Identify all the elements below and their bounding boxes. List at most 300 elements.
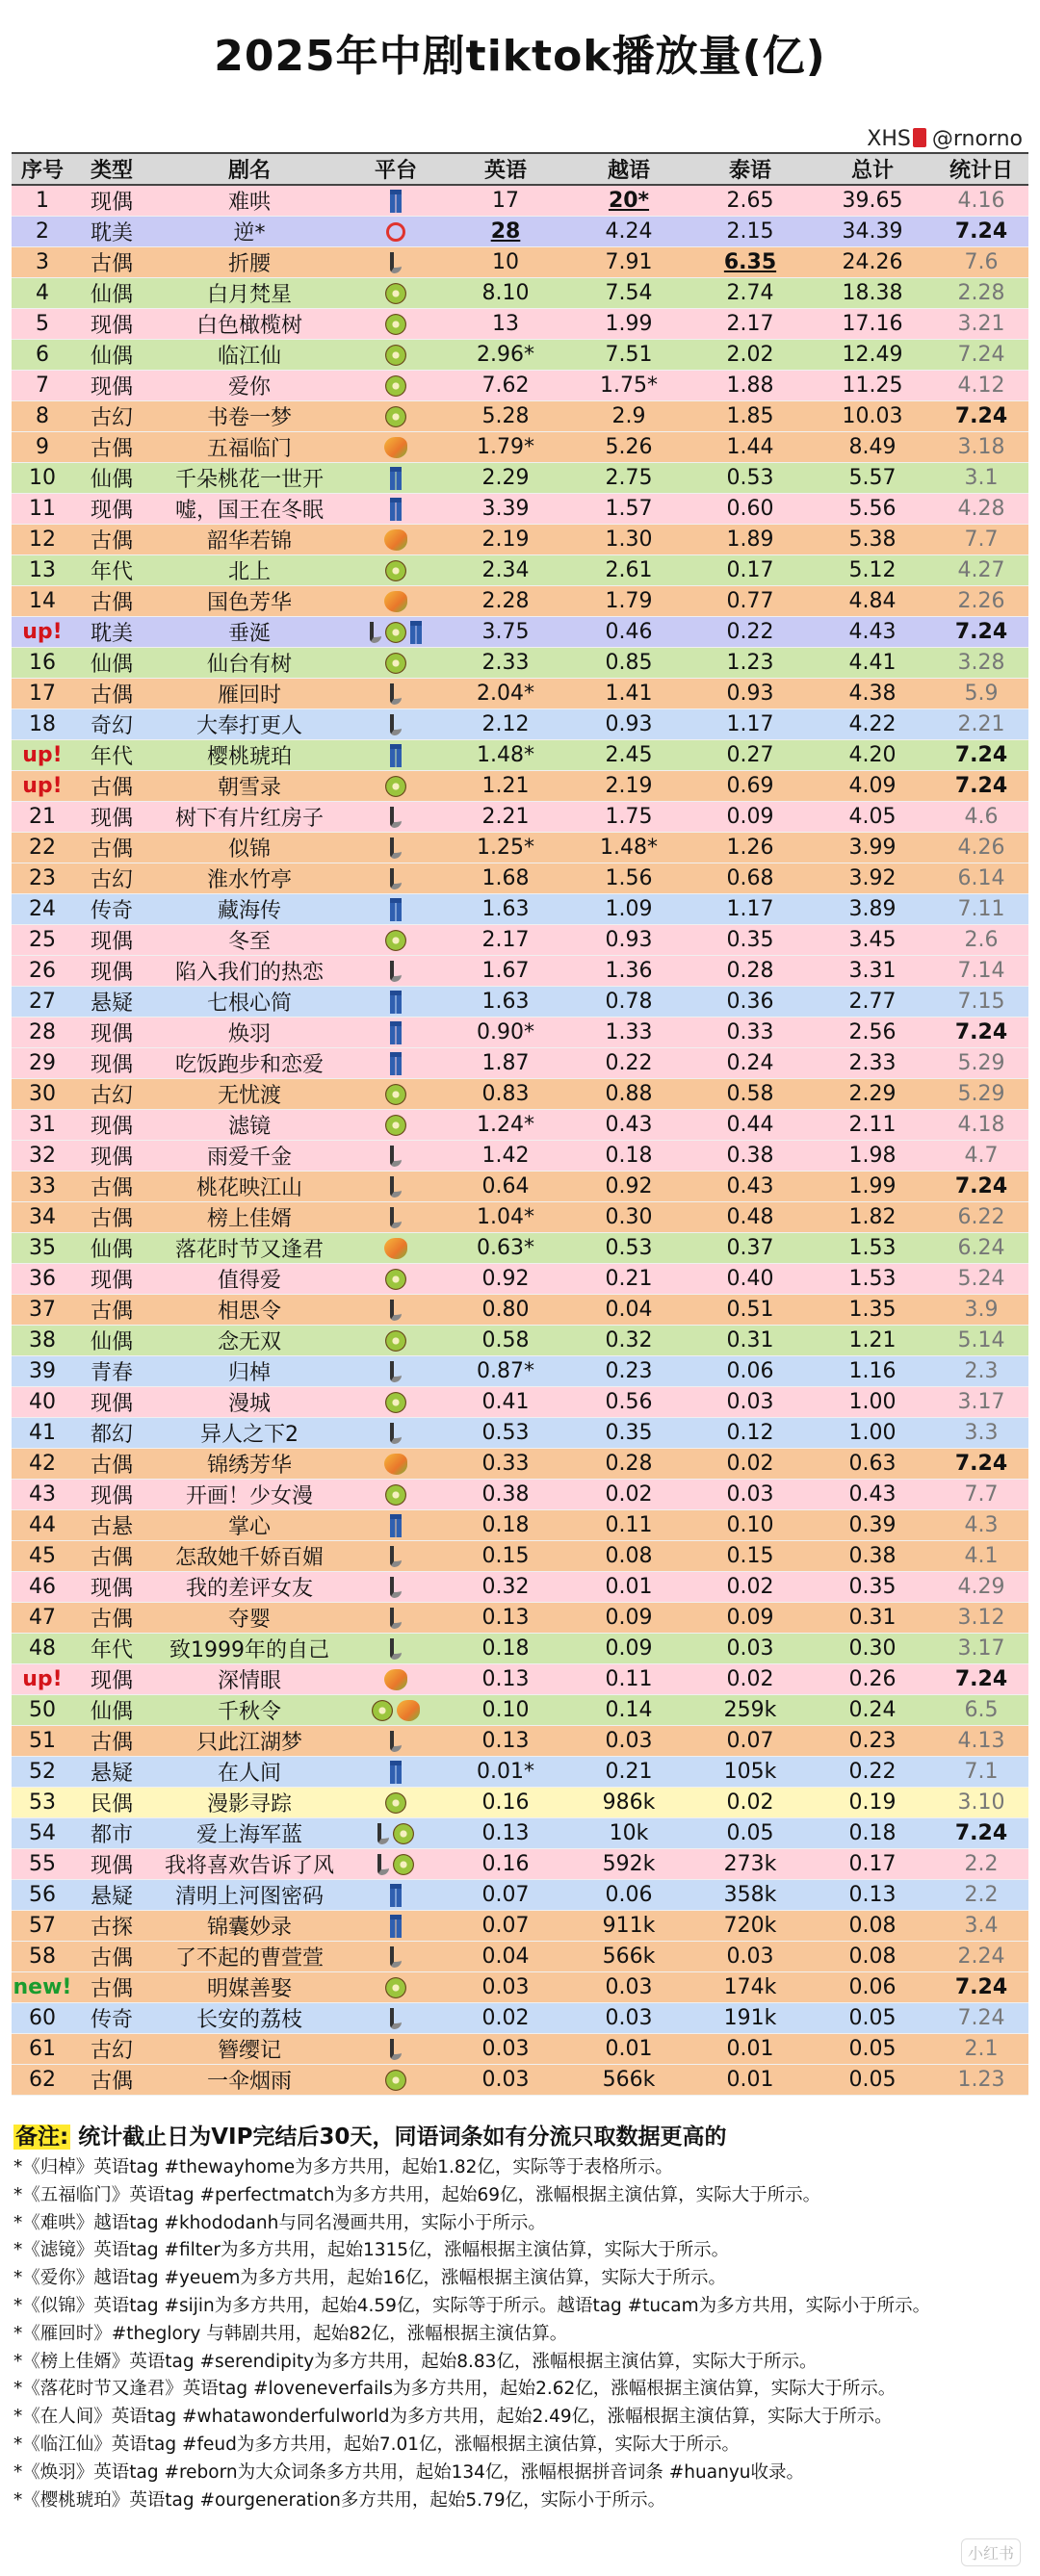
rank-cell: 53 (12, 1788, 73, 1818)
genre-cell: 现偶 (73, 1141, 150, 1172)
rank-cell: 17 (12, 679, 73, 709)
english-views-cell: 0.02 (443, 2003, 568, 2034)
english-views-cell: 0.53 (443, 1418, 568, 1449)
vietnamese-views-cell: 0.01 (568, 1572, 689, 1603)
english-views-cell: 0.90* (443, 1018, 568, 1048)
total-views-cell: 0.06 (811, 1972, 934, 2003)
drama-title-cell: 漫影寻踪 (150, 1788, 349, 1818)
notes (13, 2122, 1027, 2514)
genre-cell: 古偶 (73, 1295, 150, 1326)
english-views-cell: 0.13 (443, 1603, 568, 1634)
tiktok-icon (390, 1361, 402, 1382)
genre-cell: 古幻 (73, 2034, 150, 2065)
tiktok-icon (390, 1608, 402, 1629)
genre-cell: 现偶 (73, 185, 150, 217)
mango-icon (384, 591, 407, 612)
genre-cell: 现偶 (73, 371, 150, 401)
platform-cell (349, 894, 443, 925)
note-line: *《雁回时》#theglory 与韩剧共用，起始82亿，涨幅根据主演估算。 (13, 2323, 568, 2344)
thai-views-cell: 0.12 (689, 1418, 811, 1449)
drama-title-cell: 落花时节又逢君 (150, 1233, 349, 1264)
platform-cell (349, 2065, 443, 2096)
drama-title-cell: 只此江湖梦 (150, 1726, 349, 1757)
vietnamese-views-cell: 0.85 (568, 648, 689, 679)
thai-views-cell: 2.65 (689, 185, 811, 217)
kiwi-icon (385, 622, 406, 643)
kiwi-icon (385, 283, 406, 304)
thai-views-cell: 259k (689, 1695, 811, 1726)
thai-views-cell: 0.68 (689, 863, 811, 894)
table-row (12, 401, 1028, 432)
thai-views-cell: 0.07 (689, 1726, 811, 1757)
vietnamese-views-cell: 0.14 (568, 1695, 689, 1726)
english-views-cell: 1.63 (443, 894, 568, 925)
total-views-cell: 4.20 (811, 740, 934, 771)
genre-cell: 现偶 (73, 1480, 150, 1510)
stat-date-cell: 3.3 (934, 1418, 1028, 1449)
rank-cell: 13 (12, 555, 73, 586)
genre-cell: 古偶 (73, 1449, 150, 1480)
english-views-cell: 1.24* (443, 1110, 568, 1141)
genre-cell: 悬疑 (73, 1757, 150, 1788)
stat-date-cell: 4.18 (934, 1110, 1028, 1141)
thai-views-cell: 0.01 (689, 2065, 811, 2096)
stat-date-cell: 7.6 (934, 247, 1028, 278)
kiwi-icon (385, 1084, 406, 1105)
stat-date-cell: 3.10 (934, 1788, 1028, 1818)
vietnamese-views-cell: 0.78 (568, 987, 689, 1018)
drama-title-cell: 漫城 (150, 1387, 349, 1418)
english-views-cell: 2.17 (443, 925, 568, 956)
total-views-cell: 3.92 (811, 863, 934, 894)
drama-title-cell: 逆* (150, 217, 349, 247)
rank-cell: 23 (12, 863, 73, 894)
total-views-cell: 4.09 (811, 771, 934, 802)
total-views-cell: 5.57 (811, 463, 934, 494)
mango-icon (384, 1454, 407, 1475)
rank-cell: 8 (12, 401, 73, 432)
vietnamese-views-cell: 0.88 (568, 1079, 689, 1110)
genre-cell: 年代 (73, 555, 150, 586)
genre-cell: 古偶 (73, 679, 150, 709)
platform-cell (349, 185, 443, 217)
thai-views-cell: 1.85 (689, 401, 811, 432)
platform-cell (349, 648, 443, 679)
stat-date-cell: 2.6 (934, 925, 1028, 956)
genre-cell: 现偶 (73, 1264, 150, 1295)
notes-list (13, 2154, 1027, 2514)
total-views-cell: 2.56 (811, 1018, 934, 1048)
header-platform: 平台 (349, 153, 443, 185)
thai-views-cell: 0.53 (689, 463, 811, 494)
kiwi-icon (385, 314, 406, 335)
tiktok-icon (390, 1146, 402, 1167)
table-row (12, 1818, 1028, 1849)
platform-cell (349, 555, 443, 586)
vietnamese-views-cell: 0.03 (568, 1726, 689, 1757)
jeans-icon (390, 1761, 402, 1784)
table-row (12, 494, 1028, 525)
english-views-cell: 10 (443, 247, 568, 278)
table-row (12, 894, 1028, 925)
stat-date-cell: 7.24 (934, 1972, 1028, 2003)
genre-cell: 民偶 (73, 1788, 150, 1818)
table-row (12, 1972, 1028, 2003)
total-views-cell: 3.99 (811, 833, 934, 863)
genre-cell: 古偶 (73, 1541, 150, 1572)
header-vietnamese: 越语 (568, 153, 689, 185)
table-row (12, 1141, 1028, 1172)
tiktok-icon (390, 961, 402, 982)
ranking-table (12, 152, 1028, 2096)
rank-cell: 44 (12, 1510, 73, 1541)
genre-cell: 现偶 (73, 1110, 150, 1141)
rank-cell: 45 (12, 1541, 73, 1572)
thai-views-cell: 0.02 (689, 1572, 811, 1603)
platform-cell (349, 340, 443, 371)
total-views-cell: 0.22 (811, 1757, 934, 1788)
stat-date-cell: 7.1 (934, 1757, 1028, 1788)
note-line: *《滤镜》英语tag #filter为多方共用，起始1315亿，涨幅根据主演估算，实际大于所示。 (13, 2240, 730, 2261)
english-views-cell: 0.03 (443, 2034, 568, 2065)
genre-cell: 耽美 (73, 217, 150, 247)
english-views-cell: 2.34 (443, 555, 568, 586)
kiwi-icon (385, 653, 406, 674)
total-views-cell: 5.12 (811, 555, 934, 586)
header-thai: 泰语 (689, 153, 811, 185)
stat-date-cell: 7.24 (934, 401, 1028, 432)
thai-views-cell: 105k (689, 1757, 811, 1788)
platform-cell (349, 1972, 443, 2003)
platform-cell (349, 617, 443, 648)
total-views-cell: 0.35 (811, 1572, 934, 1603)
genre-cell: 传奇 (73, 894, 150, 925)
vietnamese-views-cell: 1.30 (568, 525, 689, 555)
platform-cell (349, 1110, 443, 1141)
thai-views-cell: 1.23 (689, 648, 811, 679)
genre-cell: 古偶 (73, 432, 150, 463)
platform-cell (349, 1572, 443, 1603)
stat-date-cell: 3.18 (934, 432, 1028, 463)
rank-cell: 34 (12, 1202, 73, 1233)
platform-cell (349, 1048, 443, 1079)
total-views-cell: 1.53 (811, 1233, 934, 1264)
jeans-icon (390, 190, 402, 213)
thai-views-cell: 0.05 (689, 1818, 811, 1849)
english-views-cell: 1.68 (443, 863, 568, 894)
thai-views-cell: 0.02 (689, 1449, 811, 1480)
stat-date-cell: 7.24 (934, 617, 1028, 648)
drama-title-cell: 我的差评女友 (150, 1572, 349, 1603)
drama-title-cell: 淮水竹亭 (150, 863, 349, 894)
table-row (12, 525, 1028, 555)
rank-cell: 47 (12, 1603, 73, 1634)
genre-cell: 古偶 (73, 1603, 150, 1634)
total-views-cell: 1.00 (811, 1418, 934, 1449)
platform-cell (349, 463, 443, 494)
vietnamese-views-cell: 1.79 (568, 586, 689, 617)
genre-cell: 仙偶 (73, 278, 150, 309)
total-views-cell: 0.19 (811, 1788, 934, 1818)
platform-cell (349, 309, 443, 340)
drama-title-cell: 吃饭跑步和恋爱 (150, 1048, 349, 1079)
english-views-cell: 1.79* (443, 432, 568, 463)
kiwi-icon (385, 2070, 406, 2091)
stat-date-cell: 3.12 (934, 1603, 1028, 1634)
vietnamese-views-cell: 0.03 (568, 2003, 689, 2034)
total-views-cell: 12.49 (811, 340, 934, 371)
platform-cell (349, 494, 443, 525)
kiwi-icon (385, 930, 406, 951)
drama-title-cell: 归棹 (150, 1356, 349, 1387)
rank-cell: 61 (12, 2034, 73, 2065)
platform-cell (349, 863, 443, 894)
drama-title-cell: 长安的荔枝 (150, 2003, 349, 2034)
genre-cell: 古偶 (73, 525, 150, 555)
drama-title-cell: 锦绣芳华 (150, 1449, 349, 1480)
drama-title-cell: 簪缨记 (150, 2034, 349, 2065)
english-views-cell: 0.10 (443, 1695, 568, 1726)
thai-views-cell: 0.09 (689, 802, 811, 833)
genre-cell: 古偶 (73, 1942, 150, 1972)
header-rank: 序号 (12, 153, 73, 185)
english-views-cell: 0.07 (443, 1911, 568, 1942)
stat-date-cell: 3.9 (934, 1295, 1028, 1326)
rank-cell: 42 (12, 1449, 73, 1480)
thai-views-cell: 0.03 (689, 1634, 811, 1664)
total-views-cell: 5.56 (811, 494, 934, 525)
thai-views-cell: 0.43 (689, 1172, 811, 1202)
thai-views-cell: 2.17 (689, 309, 811, 340)
drama-title-cell: 清明上河图密码 (150, 1880, 349, 1911)
note-line: *《落花时节又逢君》英语tag #loveneverfails为多方共用，起始2.62亿，涨幅根据主演估算，实际大于所示。 (13, 2379, 897, 2400)
thai-views-cell: 0.69 (689, 771, 811, 802)
total-views-cell: 24.26 (811, 247, 934, 278)
header-genre: 类型 (73, 153, 150, 185)
platform-cell (349, 525, 443, 555)
rank-cell: 46 (12, 1572, 73, 1603)
total-views-cell: 1.16 (811, 1356, 934, 1387)
tiktok-icon (390, 683, 402, 705)
tiktok-icon (390, 2008, 402, 2029)
note-line: *《焕羽》英语tag #reborn为大众词条多方共用，起始134亿，涨幅根据拼音词条 #huanyu收录。 (13, 2461, 804, 2483)
platform-cell (349, 1387, 443, 1418)
english-views-cell: 0.01* (443, 1757, 568, 1788)
total-views-cell: 10.03 (811, 401, 934, 432)
drama-title-cell: 国色芳华 (150, 586, 349, 617)
drama-title-cell: 焕羽 (150, 1018, 349, 1048)
stat-date-cell: 3.4 (934, 1911, 1028, 1942)
vietnamese-views-cell: 10k (568, 1818, 689, 1849)
thai-views-cell: 1.26 (689, 833, 811, 863)
english-views-cell: 0.83 (443, 1079, 568, 1110)
vietnamese-views-cell: 0.93 (568, 709, 689, 740)
stat-date-cell: 3.28 (934, 648, 1028, 679)
table-row (12, 1233, 1028, 1264)
table-row (12, 1387, 1028, 1418)
platform-cell (349, 1541, 443, 1572)
drama-title-cell: 异人之下2 (150, 1418, 349, 1449)
jeans-icon (390, 1915, 402, 1938)
stat-date-cell: 5.29 (934, 1048, 1028, 1079)
drama-title-cell: 榜上佳婿 (150, 1202, 349, 1233)
english-views-cell: 0.03 (443, 2065, 568, 2096)
table-row (12, 956, 1028, 987)
english-views-cell: 28 (443, 217, 568, 247)
total-views-cell: 4.38 (811, 679, 934, 709)
drama-title-cell: 锦囊妙录 (150, 1911, 349, 1942)
stat-date-cell: 4.1 (934, 1541, 1028, 1572)
tiktok-icon (390, 252, 402, 273)
english-views-cell: 0.87* (443, 1356, 568, 1387)
table-row (12, 679, 1028, 709)
total-views-cell: 39.65 (811, 185, 934, 217)
genre-cell: 悬疑 (73, 987, 150, 1018)
drama-title-cell: 一伞烟雨 (150, 2065, 349, 2096)
rank-cell: 3 (12, 247, 73, 278)
rank-cell: new! (12, 1972, 73, 2003)
stat-date-cell: 7.7 (934, 1480, 1028, 1510)
total-views-cell: 5.38 (811, 525, 934, 555)
tiktok-icon (390, 1638, 402, 1660)
english-views-cell: 2.19 (443, 525, 568, 555)
stat-date-cell: 2.1 (934, 2034, 1028, 2065)
vietnamese-views-cell: 0.23 (568, 1356, 689, 1387)
drama-title-cell: 难哄 (150, 185, 349, 217)
thai-views-cell: 0.03 (689, 1942, 811, 1972)
table-row (12, 1757, 1028, 1788)
rank-cell: 22 (12, 833, 73, 863)
stat-date-cell: 7.24 (934, 1818, 1028, 1849)
tiktok-icon (390, 1577, 402, 1598)
drama-title-cell: 爱你 (150, 371, 349, 401)
rank-cell: 40 (12, 1387, 73, 1418)
rank-cell: 37 (12, 1295, 73, 1326)
jeans-icon (410, 621, 422, 644)
total-views-cell: 3.31 (811, 956, 934, 987)
total-views-cell: 0.63 (811, 1449, 934, 1480)
drama-title-cell: 了不起的曹萱萱 (150, 1942, 349, 1972)
stat-date-cell: 4.7 (934, 1141, 1028, 1172)
redbook-icon (913, 128, 926, 147)
thai-views-cell: 0.17 (689, 555, 811, 586)
thai-views-cell: 2.15 (689, 217, 811, 247)
platform-cell (349, 1172, 443, 1202)
thai-views-cell: 0.02 (689, 1788, 811, 1818)
vietnamese-views-cell: 566k (568, 2065, 689, 2096)
rank-cell: 16 (12, 648, 73, 679)
platform-cell (349, 802, 443, 833)
english-views-cell: 0.38 (443, 1480, 568, 1510)
vietnamese-views-cell: 0.08 (568, 1541, 689, 1572)
english-views-cell: 0.04 (443, 1942, 568, 1972)
stat-date-cell: 4.3 (934, 1510, 1028, 1541)
thai-views-cell: 0.03 (689, 1387, 811, 1418)
rank-cell: 5 (12, 309, 73, 340)
rank-cell: 11 (12, 494, 73, 525)
vietnamese-views-cell: 0.11 (568, 1664, 689, 1695)
thai-views-cell: 1.44 (689, 432, 811, 463)
platform-cell (349, 679, 443, 709)
genre-cell: 仙偶 (73, 1326, 150, 1356)
tiktok-icon (390, 714, 402, 735)
platform-cell (349, 1695, 443, 1726)
genre-cell: 仙偶 (73, 1233, 150, 1264)
tiktok-icon (390, 1546, 402, 1567)
total-views-cell: 4.22 (811, 709, 934, 740)
table-row (12, 278, 1028, 309)
kiwi-icon (385, 375, 406, 397)
drama-title-cell: 临江仙 (150, 340, 349, 371)
vietnamese-views-cell: 2.75 (568, 463, 689, 494)
genre-cell: 古幻 (73, 401, 150, 432)
stat-date-cell: 2.3 (934, 1356, 1028, 1387)
tiktok-icon (390, 1423, 402, 1444)
table-row (12, 371, 1028, 401)
table-row (12, 771, 1028, 802)
english-views-cell: 2.21 (443, 802, 568, 833)
english-views-cell: 7.62 (443, 371, 568, 401)
thai-views-cell: 0.51 (689, 1295, 811, 1326)
table-row (12, 1480, 1028, 1510)
stat-date-cell: 4.26 (934, 833, 1028, 863)
stat-date-cell: 4.13 (934, 1726, 1028, 1757)
table-row (12, 1510, 1028, 1541)
tiktok-icon (390, 868, 402, 889)
thai-views-cell: 0.06 (689, 1356, 811, 1387)
platform-cell (349, 1480, 443, 1510)
kiwi-icon (393, 1823, 414, 1844)
platform-cell (349, 1880, 443, 1911)
stat-date-cell: 6.5 (934, 1695, 1028, 1726)
vietnamese-views-cell: 0.43 (568, 1110, 689, 1141)
drama-title-cell: 相思令 (150, 1295, 349, 1326)
vietnamese-views-cell: 5.26 (568, 432, 689, 463)
credit-prefix: XHS (867, 127, 911, 151)
genre-cell: 仙偶 (73, 1695, 150, 1726)
english-views-cell: 1.04* (443, 1202, 568, 1233)
drama-title-cell: 白月梵星 (150, 278, 349, 309)
rank-cell: 60 (12, 2003, 73, 2034)
rank-cell: 31 (12, 1110, 73, 1141)
drama-title-cell: 千秋令 (150, 1695, 349, 1726)
platform-cell (349, 247, 443, 278)
total-views-cell: 1.21 (811, 1326, 934, 1356)
english-views-cell: 2.28 (443, 586, 568, 617)
vietnamese-views-cell: 0.56 (568, 1387, 689, 1418)
tiktok-icon (390, 1946, 402, 1968)
drama-title-cell: 在人间 (150, 1757, 349, 1788)
total-views-cell: 0.31 (811, 1603, 934, 1634)
vietnamese-views-cell: 0.32 (568, 1326, 689, 1356)
stat-date-cell: 2.2 (934, 1849, 1028, 1880)
vietnamese-views-cell: 1.36 (568, 956, 689, 987)
genre-cell: 现偶 (73, 1664, 150, 1695)
total-views-cell: 17.16 (811, 309, 934, 340)
stat-date-cell: 3.1 (934, 463, 1028, 494)
thai-views-cell: 1.88 (689, 371, 811, 401)
drama-title-cell: 折腰 (150, 247, 349, 278)
genre-cell: 现偶 (73, 1387, 150, 1418)
platform-cell (349, 1788, 443, 1818)
table-row (12, 586, 1028, 617)
rank-cell: 41 (12, 1418, 73, 1449)
genre-cell: 耽美 (73, 617, 150, 648)
stat-date-cell: 6.14 (934, 863, 1028, 894)
stat-date-cell: 5.14 (934, 1326, 1028, 1356)
rank-cell: 9 (12, 432, 73, 463)
vietnamese-views-cell: 0.21 (568, 1757, 689, 1788)
